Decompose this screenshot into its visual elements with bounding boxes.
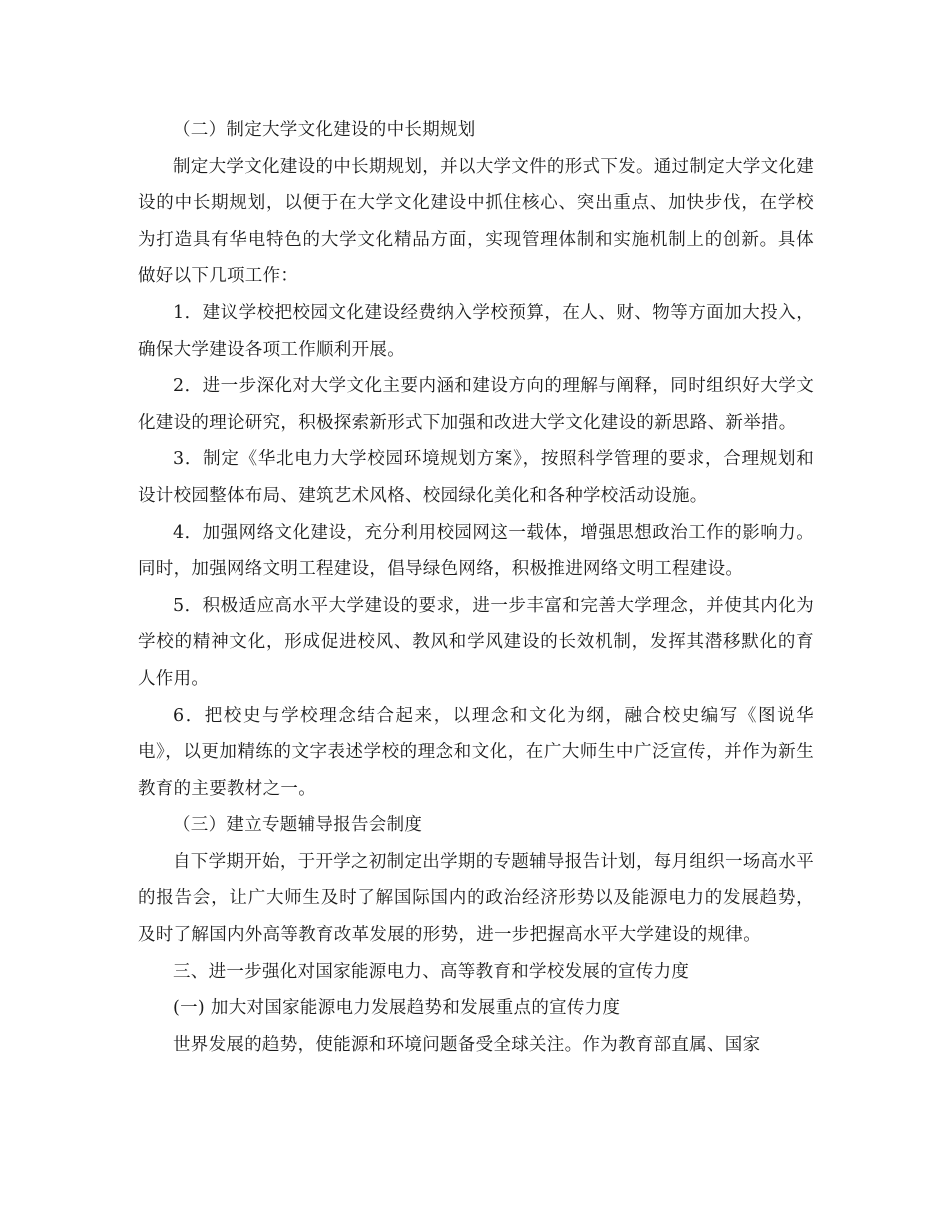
list-item-3: 3．制定《华北电力大学校园环境规划方案》，按照科学管理的要求，合理规划和设计校园整体布局、建筑艺术风格、校园绿化美化和各种学校活动设施。 xyxy=(138,449,814,506)
subsection-heading-1: (一) 加大对国家能源电力发展趋势和发展重点的宣传力度 xyxy=(173,998,621,1019)
paragraph-energy-trend: 世界发展的趋势，使能源和环境问题备受全球关注。作为教育部直属、国家 xyxy=(173,1034,761,1055)
section-heading-2: （二）制定大学文化建设的中长期规划 xyxy=(173,120,476,140)
list-item-1: 1．建议学校把校园文化建设经费纳入学校预算，在人、财、物等方面加大投入，确保大学建设各项工作顺利开展。 xyxy=(138,302,814,360)
chapter-heading-3: 三、进一步强化对国家能源电力、高等教育和学校发展的宣传力度 xyxy=(173,961,690,982)
section-heading-3: （三）建立专题辅导报告会制度 xyxy=(173,815,423,836)
list-item-6: 6．把校史与学校理念结合起来，以理念和文化为纲，融合校史编写《图说华电》，以更加精练的文字表述学校的理念和文化，在广大师生中广泛宣传，并作为新生教育的主要教材之一。 xyxy=(138,705,814,799)
document-page xyxy=(138,112,814,1063)
list-item-4: 4．加强网络文化建设，充分利用校园网这一载体，增强思想政治工作的影响力。同时，加强网络文明工程建设，倡导绿色网络，积极推进网络文明工程建设。 xyxy=(138,522,814,580)
paragraph-intro: 制定大学文化建设的中长期规划，并以大学文件的形式下发。通过制定大学文化建设的中长期规划，以便于在大学文化建设中抓住核心、突出重点、加快步伐，在学校为打造具有华电特色的大学文化精品方面，实现管理体制和实施机制上的创新。具体做好以下几项工作： xyxy=(138,156,814,287)
list-item-5: 5．积极适应高水平大学建设的要求，进一步丰富和完善大学理念，并使其内化为学校的精神文化，形成促进校风、教风和学风建设的长效机制，发挥其潜移默化的育人作用。 xyxy=(138,595,814,689)
list-item-2: 2．进一步深化对大学文化主要内涵和建设方向的理解与阐释，同时组织好大学文化建设的理论研究，积极探索新形式下加强和改进大学文化建设的新思路、新举措。 xyxy=(138,376,814,433)
paragraph-lecture-system: 自下学期开始，于开学之初制定出学期的专题辅导报告计划，每月组织一场高水平的报告会，让广大师生及时了解国际国内的政治经济形势以及能源电力的发展趋势，及时了解国内外高等教育改革发展的形势，进一步把握高水平大学建设的规律。 xyxy=(138,851,814,946)
